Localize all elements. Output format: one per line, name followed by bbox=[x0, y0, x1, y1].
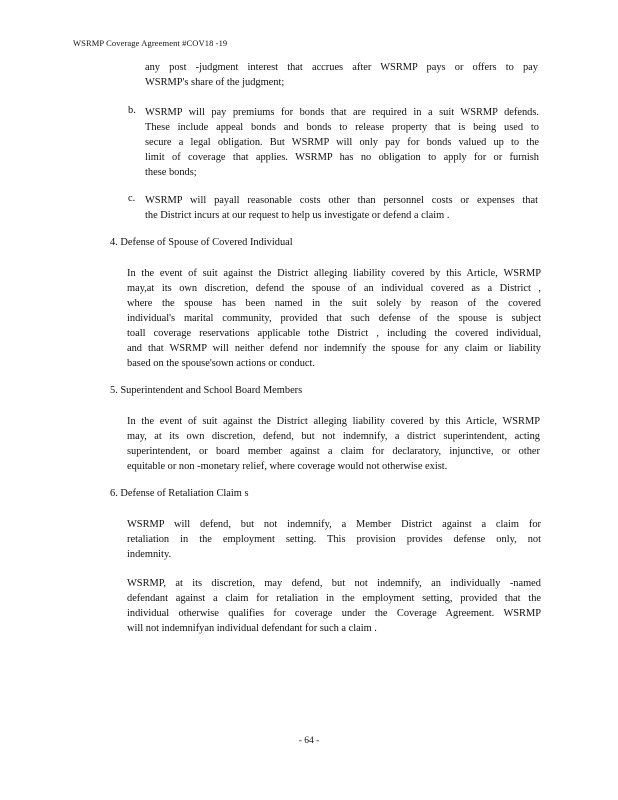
text-line: limit of coverage that applies. WSRMP has no obligation to apply for or furnish bbox=[145, 152, 539, 163]
text-line: the District incurs at our request to help us investigate or defend a claim . bbox=[145, 210, 450, 221]
text-line: WSRMP will pay premiums for bonds that are required in a suit WSRMP defends. bbox=[145, 107, 539, 118]
text-line: indemnity. bbox=[127, 549, 172, 560]
text-line: these bonds; bbox=[145, 167, 197, 178]
list-marker-c: c. bbox=[128, 193, 136, 204]
text-line: These include appeal bonds and bonds to release property that is being used to bbox=[145, 122, 539, 133]
text-line: equitable or non -monetary relief, where coverage would not otherwise exist. bbox=[127, 461, 448, 472]
text-line: WSRMP's share of the judgment; bbox=[145, 77, 285, 88]
text-line: individual otherwise qualifies for coverage under the Coverage Agreement. WSRMP bbox=[127, 608, 541, 619]
section-6-heading: 6. Defense of Retaliation Claim s bbox=[110, 488, 249, 499]
text-line: any post -judgment interest that accrues after WSRMP pays or offers to pay bbox=[145, 62, 538, 73]
section-6-paragraph-2 bbox=[127, 576, 541, 636]
text-line: toall coverage reservations applicable tothe District , including the covered individual, bbox=[127, 328, 541, 339]
section-4-paragraph bbox=[127, 266, 541, 371]
text-line: where the spouse has been named in the suit solely by reason of the covered bbox=[127, 298, 541, 309]
section-5-heading: 5. Superintendent and School Board Members bbox=[110, 385, 303, 396]
text-line: may, at its own discretion, defend, but not indemnify, a district superintendent, acting bbox=[127, 431, 540, 442]
text-line: based on the spouse'sown actions or conduct. bbox=[127, 358, 316, 369]
text-line: and that WSRMP will neither defend nor indemnify the spouse for any claim or liability bbox=[127, 343, 541, 354]
section-4-heading: 4. Defense of Spouse of Covered Individual bbox=[110, 237, 293, 248]
text-line: WSRMP will defend, but not indemnify, a Member District against a claim for bbox=[127, 519, 541, 530]
section-5-paragraph bbox=[127, 414, 540, 474]
text-line: individual's marital community, provided that such defense of the spouse is subject bbox=[127, 313, 541, 324]
page-number: - 64 - bbox=[298, 736, 320, 746]
intro-paragraph bbox=[145, 60, 538, 90]
text-line: may,at its own discretion, defend the spouse of an individual covered as a District , bbox=[127, 283, 541, 294]
text-line: In the event of suit against the District alleging liability covered by this Article, WSRMP bbox=[127, 416, 540, 427]
section-6-paragraph-1 bbox=[127, 517, 541, 562]
text-line: In the event of suit against the District alleging liability covered by this Article, WSRMP bbox=[127, 268, 541, 279]
text-line: WSRMP will payall reasonable costs other than personnel costs or expenses that bbox=[145, 195, 538, 206]
text-line: will not indemnifyan individual defendant for such a claim . bbox=[127, 623, 377, 634]
text-line: WSRMP, at its discretion, may defend, but not indemnify, an individually -named bbox=[127, 578, 541, 589]
text-line: defendant against a claim for retaliation in the employment setting, provided that the bbox=[127, 593, 541, 604]
page-header: WSRMP Coverage Agreement #COV18 -19 bbox=[73, 38, 228, 48]
text-line: superintendent, or board member against a claim for declaratory, injunctive, or other bbox=[127, 446, 540, 457]
item-c-paragraph bbox=[145, 193, 538, 223]
list-marker-b: b. bbox=[128, 105, 136, 116]
text-line: secure a legal obligation. But WSRMP will only pay for bonds valued up to the bbox=[145, 137, 539, 148]
item-b-paragraph bbox=[145, 105, 539, 180]
text-line: retaliation in the employment setting. This provision provides defense only, not bbox=[127, 534, 541, 545]
